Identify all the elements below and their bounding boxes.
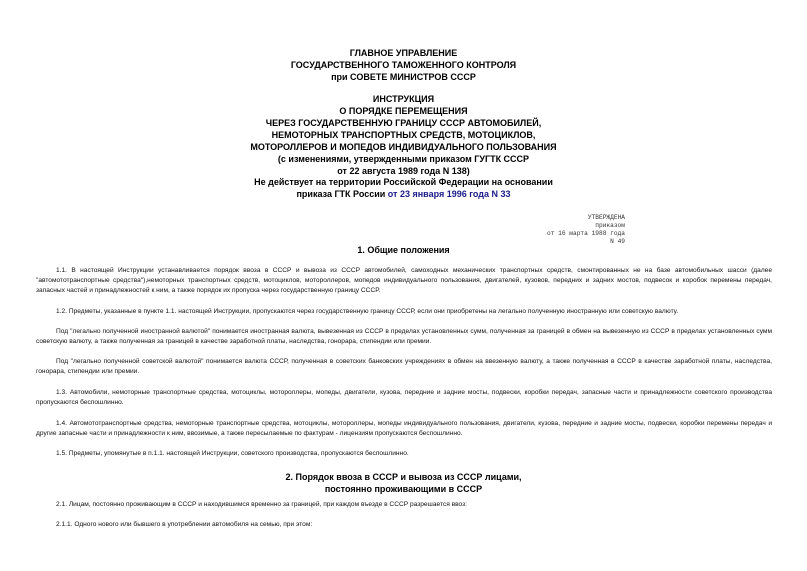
title-line: ЧЕРЕЗ ГОСУДАРСТВЕННУЮ ГРАНИЦУ СССР АВТОМОБИЛЕЙ,	[265, 118, 542, 128]
title-line: от 22 августа 1989 года N 138)	[337, 166, 470, 176]
organization-header	[0, 47, 807, 83]
approval-line: УТВЕРЖДЕНА	[587, 214, 625, 221]
approval-line: приказом	[595, 222, 625, 229]
approval-line: от 16 марта 1988 года	[547, 230, 625, 237]
paragraph-text: Под "легально полученной иностранной валютой" понимается иностранная валюта, вывезенная из СССР в пределах установленных сумм, полученная за границей в обмен на вывезенную из СССР в пределах установленных сумм советскую валюту, а также полученная за границей в качестве заработной платы, наследства, гонорара, стипендии или премии.	[36, 328, 772, 345]
paragraph-text: 1.1. В настоящей Инструкции устанавливается порядок ввоза в СССР и вывоза из СССР автомобилей, самоходных механических транспортных средств, смонтированных не на базе автомобильных шасси (далее "автомототранспортные средства"),немоторных транспортных средств, мотоциклов, мотороллеров, мопедов индивидуального пользования, двигателей, кузовов, передних и задних мостов, подвесок и коробок перемены передач, запасных частей и принадлежностей к ним, а также порядок их пропуска через государственную границу СССР.	[36, 267, 772, 294]
title-line: О ПОРЯДКЕ ПЕРЕМЕЩЕНИЯ	[339, 106, 468, 116]
paragraph-1-5	[36, 449, 772, 459]
paragraph-text: 1.3. Автомобили, немоторные транспортные средства, мотоциклы, мотороллеры, мопеды, двигатели, кузова, передние и задние мосты, подвески, коробки передач, запасные части и принадлежности советского производства пропускаются беспошлинно.	[36, 389, 772, 406]
approval-line: N 49	[610, 238, 625, 245]
validity-note-line	[0, 188, 807, 200]
paragraph-text: 1.5. Предметы, упомянутые в п.1.1. настоящей Инструкции, советского производства, пропускаются беспошлинно.	[56, 450, 409, 457]
paragraph-text: 1.4. Автомототранспортные средства, немоторные транспортные средства, мотоциклы, мотороллеры, мопеды индивидуального пользования, двигатели, кузова, передние и задние мосты, подвески, коробки перемены передач и другие запасные части и принадлежности к ним, ввозимые, а также пересылаемые по фактурам - лицензиям пропускаются беспошлинно.	[36, 420, 772, 437]
title-line: НЕМОТОРНЫХ ТРАНСПОРТНЫХ СРЕДСТВ, МОТОЦИКЛОВ,	[271, 130, 536, 140]
approval-stamp	[547, 214, 625, 246]
title-line: (с изменениями, утвержденными приказом ГУГТК СССР	[277, 154, 530, 164]
paragraph-text: Под "легально полученной советской валютой" понимается валюта СССР, полученная в советских банковских учреждениях в обмен на ввезенную валюту, а также полученная в СССР в качестве заработной платы, наследства, гонорара, стипендии или премии.	[36, 358, 772, 375]
section-2-title	[0, 471, 807, 495]
paragraph-text: 1.2. Предметы, указанные в пункте 1.1. настоящей Инструкции, пропускаются через государственную границу СССР, если они приобретены на легально полученную иностранную или советскую валюту.	[56, 308, 679, 315]
paragraph-2-1	[36, 500, 772, 510]
section-2-title-line: 2. Порядок ввоза в СССР и вывоза из СССР лицами,	[285, 472, 522, 482]
validity-note-line: Не действует на территории Российской Федерации на основании	[254, 177, 553, 187]
paragraph-1-2	[36, 307, 772, 317]
section-2-title-line: постоянно проживающими в СССР	[324, 484, 483, 494]
validity-note	[0, 176, 807, 200]
org-header-line: при СОВЕТЕ МИНИСТРОВ СССР	[331, 72, 476, 82]
paragraph-1-3	[36, 388, 772, 408]
title-line: МОТОРОЛЛЕРОВ И МОПЕДОВ ИНДИВИДУАЛЬНОГО ПОЛЬЗОВАНИЯ	[250, 142, 557, 152]
instruction-title	[0, 93, 807, 177]
paragraph-1-1	[36, 266, 772, 296]
paragraph-2-1-1	[36, 520, 772, 530]
paragraph-text: 2.1.1. Одного нового или бывшего в употреблении автомобиля на семью, при этом:	[56, 521, 313, 528]
paragraph-soviet-currency	[36, 357, 772, 377]
org-header-line: ГЛАВНОЕ УПРАВЛЕНИЕ	[349, 48, 458, 58]
paragraph-foreign-currency	[36, 327, 772, 347]
section-1-title: 1. Общие положения	[357, 245, 450, 255]
validity-note-text: приказа ГТК России	[296, 189, 388, 199]
paragraph-1-4	[36, 419, 772, 439]
org-header-line: ГОСУДАРСТВЕННОГО ТАМОЖЕННОГО КОНТРОЛЯ	[290, 60, 517, 70]
paragraph-text: 2.1. Лицам, постоянно проживающим в СССР и находившимся временно за границей, при каждом въезде в СССР разрешается ввоз:	[56, 501, 467, 508]
title-line: ИНСТРУКЦИЯ	[372, 94, 435, 104]
order-link[interactable]: от 23 января 1996 года N 33	[387, 189, 511, 199]
